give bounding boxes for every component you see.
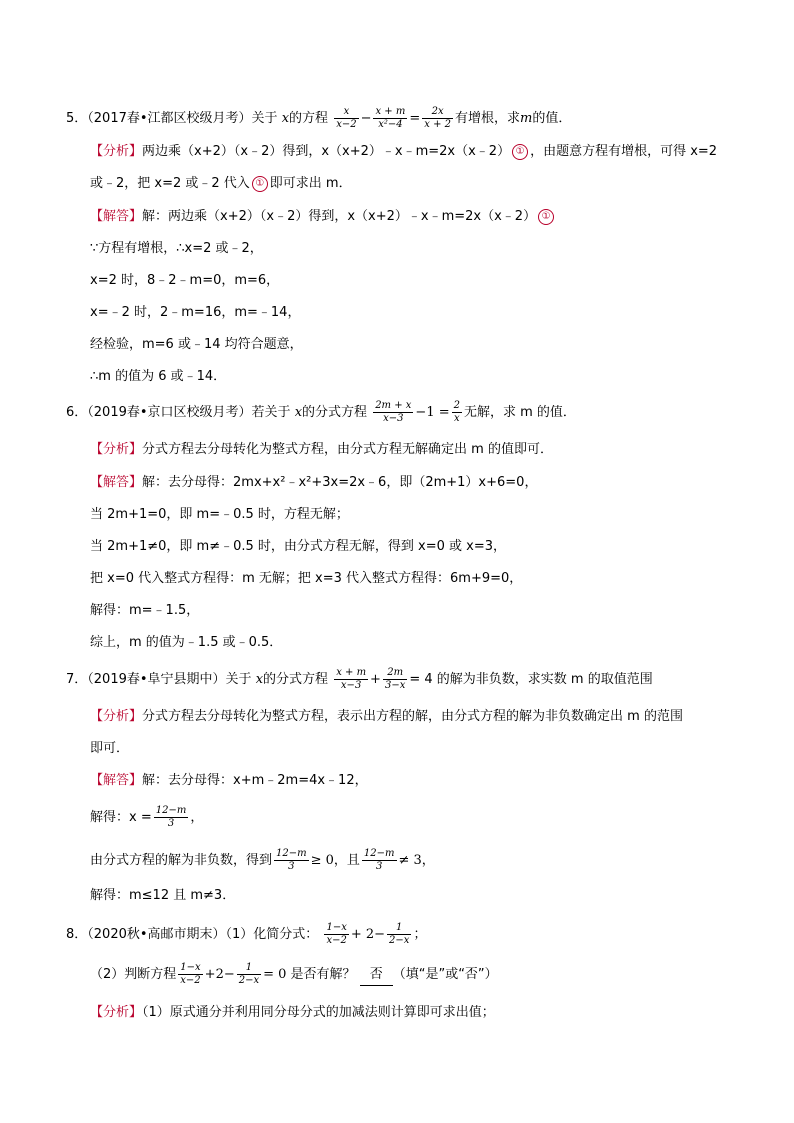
question-5-step-5: ∴m 的值为 6 或﹣14． — [90, 369, 227, 384]
question-7-analysis: 【分析】分式方程去分母转化为整式方程，表示出方程的解，由分式方程的解为非负数确定出 m 的范围 — [90, 709, 683, 724]
question-5-step-1: ∵方程有增根，∴x=2 或﹣2， — [90, 241, 263, 256]
question-6-step-4: 解得：m=﹣1.5， — [90, 603, 200, 618]
question-6-analysis: 【分析】分式方程去分母转化为整式方程，由分式方程无解确定出 m 的值即可． — [90, 442, 553, 457]
question-6-step-5: 综上，m 的值为﹣1.5 或﹣0.5． — [90, 635, 283, 650]
question-5-answer: 【解答】解：两边乘（x+2）（x﹣2）得到，x（x+2）﹣x﹣m=2x（x﹣2） ① — [90, 207, 556, 227]
question-6-step-2: 当 2m+1≠0，即 m≠﹣0.5 时，由分式方程无解，得到 x=0 或 x=3， — [90, 539, 507, 554]
question-6-step-3: 把 x=0 代入整式方程得：m 无解；把 x=3 代入整式方程得：6m+9=0， — [90, 571, 523, 586]
answer-blank: 否 — [360, 965, 393, 986]
circled-one-icon: ① — [252, 176, 268, 192]
question-7-answer: 【解答】解：去分母得：x+m﹣2m=4x﹣12， — [90, 773, 368, 788]
question-8-stem: 8．（2020秋•高邮市期末）（1）化简分式： $\frac{1-x}{x-2}$ + 2− $\frac{1}{2-x}$ ； — [66, 922, 427, 946]
question-7-solution: 解得：x = $\frac{12-m}{3}$ ， — [90, 805, 204, 829]
question-6-step-1: 当 2m+1=0，即 m=﹣0.5 时，方程无解； — [90, 507, 349, 522]
question-7-stem: 7．（2019春•阜宁县期中）关于 x的分式方程 $\frac{x + m}{x-3}$ + $\frac{2m}{3-x}$ = 4 的解为非负数，求实数 m 的取值范围 — [66, 667, 653, 691]
question-5-stem: 5．（2017春•江都区校级月考）关于 x的方程 $\frac{x}{x-2}$ − $\frac{x + m}{\text{x²−4}}$ = $\frac{2x}{x + 2}$ 有增根，求m的值． — [66, 106, 572, 130]
circled-one-icon: ① — [512, 144, 528, 160]
question-5-step-4: 经检验，m=6 或﹣14 均符合题意， — [90, 337, 303, 352]
question-7-analysis-cont: 即可． — [90, 741, 130, 756]
question-6-stem: 6．（2019春•京口区校级月考）若关于 x的分式方程 $\frac{2m + x}{x-3}$ −1 = $\frac{2}{x}$ 无解，求 m 的值． — [66, 400, 576, 424]
circled-one-icon: ① — [538, 209, 554, 225]
question-7-condition: 由分式方程的解为非负数，得到 $\frac{12-m}{3}$ ≥ 0，且 $\frac{12-m}{3}$ ≠ 3， — [90, 848, 435, 872]
question-5-analysis-cont: 或﹣2，把 x=2 或﹣2 代入 ① 即可求出 m． — [90, 176, 352, 191]
question-6-answer: 【解答】解：去分母得：2mx+x²﹣x²+3x=2x﹣6，即（2m+1）x+6=0， — [90, 475, 538, 490]
question-5-analysis: 【分析】两边乘（x+2）（x﹣2）得到，x（x+2）﹣x﹣m=2x（x﹣2） ① ，由题意方程有增根，可得 x=2 — [90, 144, 718, 159]
question-8-part-2: （2）判断方程 $\frac{1-x}{x-2}$ +2− $\frac{1}{2-x}$ = 0 是否有解？ 否 （填“是”或“否”） — [90, 962, 498, 986]
question-7-result: 解得：m≤12 且 m≠3． — [90, 888, 236, 903]
question-5-step-2: x=2 时，8﹣2﹣m=0，m=6， — [90, 273, 280, 288]
question-5-step-3: x=﹣2 时，2﹣m=16，m=﹣14， — [90, 305, 301, 320]
question-8-analysis: 【分析】（1）原式通分并利用同分母分式的加减法则计算即可求出值； — [90, 1005, 495, 1020]
